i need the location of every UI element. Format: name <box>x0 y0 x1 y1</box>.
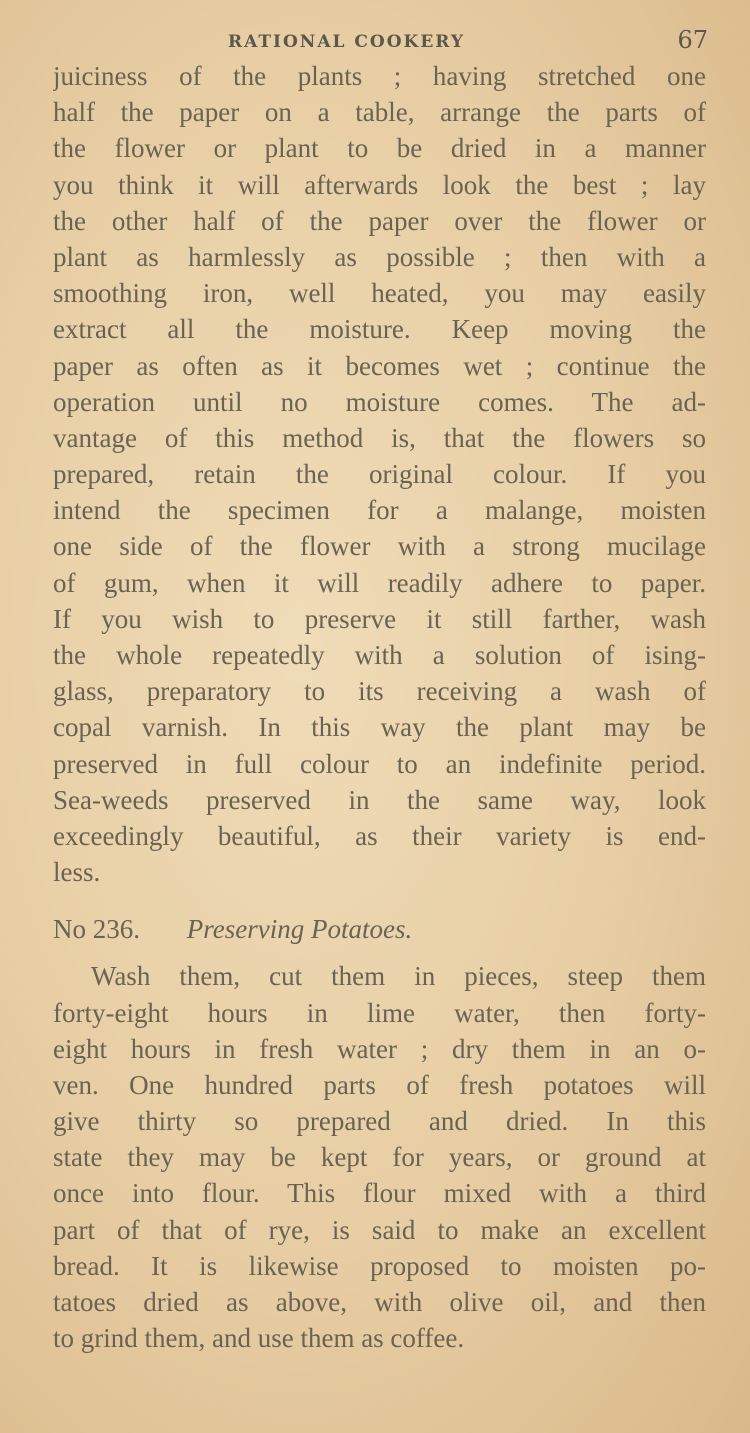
text-line: extract all the moisture. Keep moving the <box>53 314 706 345</box>
text-line: less. <box>53 857 101 888</box>
text-line: eight hours in fresh water ; dry them in an o- <box>53 1033 706 1064</box>
text-line: glass, preparatory to its receiving a wash of <box>53 676 706 707</box>
text-line: bread. It is likewise proposed to moisten po- <box>53 1250 706 1281</box>
text-line: Sea-weeds preserved in the same way, look <box>53 784 706 815</box>
text-line: vantage of this method is, that the flowers so <box>53 422 706 453</box>
text-line: prepared, retain the original colour. If you <box>53 459 706 490</box>
section-number: No 236. <box>53 914 140 945</box>
text-line: juiciness of the plants ; having stretched one <box>53 61 706 91</box>
paragraph-drying-plants <box>53 58 706 890</box>
text-line: intend the specimen for a malange, moisten <box>53 495 706 526</box>
text-line: once into flour. This flour mixed with a third <box>53 1178 706 1209</box>
text-line: the flower or plant to be dried in a manner <box>53 133 706 164</box>
running-title: RATIONAL COOKERY <box>228 32 466 52</box>
page-body <box>53 58 706 1356</box>
text-line: part of that of rye, is said to make an excellent <box>53 1214 706 1245</box>
text-line: preserved in full colour to an indefinite period. <box>53 748 706 779</box>
paragraph-preserving-potatoes <box>53 958 706 1356</box>
text-line: paper as often as it becomes wet ; continue the <box>53 350 706 381</box>
text-line: copal varnish. In this way the plant may be <box>53 712 706 743</box>
text-line: half the paper on a table, arrange the parts of <box>53 97 706 128</box>
text-line: the other half of the paper over the flower or <box>53 205 706 236</box>
text-line: give thirty so prepared and dried. In this <box>53 1106 706 1137</box>
page-header <box>228 28 708 58</box>
text-line: smoothing iron, well heated, you may easily <box>53 278 706 309</box>
text-line: tatoes dried as above, with olive oil, and then <box>53 1287 706 1317</box>
text-line: to grind them, and use them as coffee. <box>53 1323 465 1354</box>
text-line: exceedingly beautiful, as their variety is end- <box>53 820 706 851</box>
text-line: the whole repeatedly with a solution of ising- <box>53 640 706 670</box>
text-line: of gum, when it will readily adhere to paper. <box>53 567 706 598</box>
text-line: plant as harmlessly as possible ; then with a <box>53 241 706 272</box>
text-line: state they may be kept for years, or ground at <box>53 1142 706 1173</box>
text-line: one side of the flower with a strong mucilage <box>53 531 706 562</box>
text-line: forty-eight hours in lime water, then forty- <box>53 997 706 1028</box>
text-line: Wash them, cut them in pieces, steep them <box>91 961 706 992</box>
text-line: operation until no moisture comes. The ad- <box>53 386 706 417</box>
text-line: ven. One hundred parts of fresh potatoes will <box>53 1069 706 1100</box>
page-number: 67 <box>677 26 708 54</box>
section-heading <box>53 904 706 954</box>
text-line: you think it will afterwards look the best ; lay <box>53 169 706 200</box>
section-title: Preserving Potatoes. <box>186 914 413 945</box>
text-line: If you wish to preserve it still farther, wash <box>53 603 706 634</box>
